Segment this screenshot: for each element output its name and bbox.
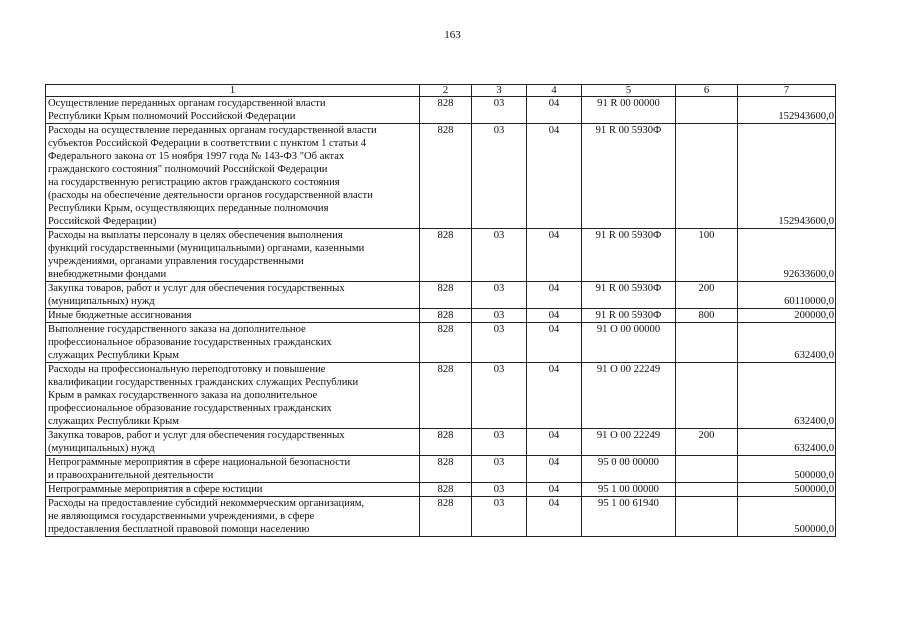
- table-row: [46, 497, 836, 537]
- row-code-6: 200: [676, 429, 738, 456]
- row-code-6: 100: [676, 229, 738, 282]
- row-code-4: 04: [527, 483, 582, 497]
- row-amount: 92633600,0: [738, 229, 836, 282]
- row-code-2: 828: [420, 483, 472, 497]
- row-code-6: [676, 323, 738, 363]
- table-row: [46, 282, 836, 309]
- row-name-cell: [46, 497, 420, 537]
- header-cell: 5: [582, 85, 676, 97]
- row-name: Закупка товаров, работ и услуг для обеспечения государственных (муниципальных) нужд: [48, 430, 345, 454]
- row-name: Расходы на предоставление субсидий некоммерческим организациям, не являющимся государственными учреждениями, в сфере предоставления бесплатной правовой помощи населению: [48, 498, 365, 535]
- row-name-cell: [46, 309, 420, 323]
- row-code-4: 04: [527, 429, 582, 456]
- table-row: [46, 323, 836, 363]
- table-row: [46, 97, 836, 124]
- row-amount: 152943600,0: [738, 97, 836, 124]
- header-cell: 3: [472, 85, 527, 97]
- row-code-5: 91 О 00 22249: [582, 429, 676, 456]
- row-code-4: 04: [527, 323, 582, 363]
- row-code-5: 95 1 00 61940: [582, 497, 676, 537]
- row-code-6: [676, 97, 738, 124]
- row-code-5: 95 0 00 00000: [582, 456, 676, 483]
- row-code-6: 800: [676, 309, 738, 323]
- row-code-2: 828: [420, 229, 472, 282]
- row-name-cell: [46, 363, 420, 429]
- row-code-4: 04: [527, 497, 582, 537]
- row-code-5: 91 R 00 5930Ф: [582, 282, 676, 309]
- row-code-2: 828: [420, 97, 472, 124]
- row-code-3: 03: [472, 429, 527, 456]
- header-cell: 6: [676, 85, 738, 97]
- row-amount: 500000,0: [738, 483, 836, 497]
- row-code-5: 91 R 00 5930Ф: [582, 309, 676, 323]
- row-code-3: 03: [472, 124, 527, 229]
- row-code-2: 828: [420, 429, 472, 456]
- row-code-2: 828: [420, 363, 472, 429]
- row-code-3: 03: [472, 323, 527, 363]
- row-name: Осуществление переданных органам государственной власти Республики Крым полномочий Российской Федерации: [48, 98, 326, 122]
- row-name: Расходы на профессиональную переподготовку и повышение квалификации государственных гражданских служащих Республики Крым в рамках государственного заказа на дополнительное профессиональное образование государственных гражданских служащих Республики Крым: [48, 364, 359, 427]
- row-code-3: 03: [472, 456, 527, 483]
- header-cell: 4: [527, 85, 582, 97]
- row-code-6: [676, 363, 738, 429]
- row-code-6: [676, 497, 738, 537]
- row-amount: 152943600,0: [738, 124, 836, 229]
- row-name: Непрограммные мероприятия в сфере национальной безопасности и правоохранительной деятельности: [48, 457, 351, 481]
- row-code-4: 04: [527, 229, 582, 282]
- table-row: [46, 429, 836, 456]
- table-row: [46, 229, 836, 282]
- row-code-5: 95 1 00 00000: [582, 483, 676, 497]
- page-number: 163: [444, 29, 461, 41]
- row-code-5: 91 R 00 5930Ф: [582, 229, 676, 282]
- table-row: [46, 309, 836, 323]
- table-row: [46, 483, 836, 497]
- row-name-cell: [46, 229, 420, 282]
- row-name: Непрограммные мероприятия в сфере юстиции: [48, 484, 263, 495]
- row-code-5: 91 R 00 00000: [582, 97, 676, 124]
- table-row: [46, 363, 836, 429]
- row-code-2: 828: [420, 124, 472, 229]
- row-code-6: [676, 483, 738, 497]
- row-code-2: 828: [420, 497, 472, 537]
- row-code-3: 03: [472, 309, 527, 323]
- row-code-6: [676, 124, 738, 229]
- row-code-4: 04: [527, 456, 582, 483]
- row-code-4: 04: [527, 282, 582, 309]
- row-amount: 500000,0: [738, 456, 836, 483]
- row-name-cell: [46, 429, 420, 456]
- row-code-4: 04: [527, 309, 582, 323]
- table-row: [46, 456, 836, 483]
- row-name: Расходы на осуществление переданных органам государственной власти субъектов Российской Федерации в соответствии с пунктом 1 статьи 4 Федерального закона от 15 ноября 1997 года № 143-ФЗ "Об актах гражданского состояния" полномочий Российской Федерации на государственную регистрацию актов гражданского состояния (расходы на обеспечение деятельности органов государственной власти Республики Крым, осуществляющих переданные полномочия Российской Федерации): [48, 125, 377, 227]
- row-name-cell: [46, 282, 420, 309]
- row-code-2: 828: [420, 456, 472, 483]
- row-name-cell: [46, 483, 420, 497]
- row-name: Выполнение государственного заказа на дополнительное профессиональное образование государственных гражданских служащих Республики Крым: [48, 324, 332, 361]
- row-code-2: 828: [420, 323, 472, 363]
- row-code-6: 200: [676, 282, 738, 309]
- row-code-3: 03: [472, 483, 527, 497]
- row-amount: 632400,0: [738, 363, 836, 429]
- row-amount: 500000,0: [738, 497, 836, 537]
- row-amount: 632400,0: [738, 323, 836, 363]
- header-cell: 2: [420, 85, 472, 97]
- row-name: Расходы на выплаты персоналу в целях обеспечения выполнения функций государственными (муниципальными) органами, казенными учреждениями, органами управления государственными внебюджетными фондами: [48, 230, 365, 280]
- table-row: [46, 124, 836, 229]
- header-cell: 7: [738, 85, 836, 97]
- row-code-5: 91 О 00 00000: [582, 323, 676, 363]
- row-name: Закупка товаров, работ и услуг для обеспечения государственных (муниципальных) нужд: [48, 283, 345, 307]
- row-name-cell: [46, 97, 420, 124]
- budget-table: [45, 84, 836, 537]
- row-code-6: [676, 456, 738, 483]
- header-cell: 1: [46, 85, 420, 97]
- row-name-cell: [46, 124, 420, 229]
- row-code-3: 03: [472, 97, 527, 124]
- row-name-cell: [46, 456, 420, 483]
- row-code-2: 828: [420, 282, 472, 309]
- row-code-4: 04: [527, 124, 582, 229]
- row-code-5: 91 R 00 5930Ф: [582, 124, 676, 229]
- row-name: Иные бюджетные ассигнования: [48, 310, 192, 321]
- row-code-4: 04: [527, 97, 582, 124]
- row-code-4: 04: [527, 363, 582, 429]
- row-name-cell: [46, 323, 420, 363]
- row-amount: 632400,0: [738, 429, 836, 456]
- row-code-3: 03: [472, 229, 527, 282]
- row-code-3: 03: [472, 497, 527, 537]
- row-code-3: 03: [472, 363, 527, 429]
- row-code-3: 03: [472, 282, 527, 309]
- header-row: [46, 85, 836, 97]
- row-amount: 200000,0: [738, 309, 836, 323]
- row-code-2: 828: [420, 309, 472, 323]
- row-code-5: 91 О 00 22249: [582, 363, 676, 429]
- row-amount: 60110000,0: [738, 282, 836, 309]
